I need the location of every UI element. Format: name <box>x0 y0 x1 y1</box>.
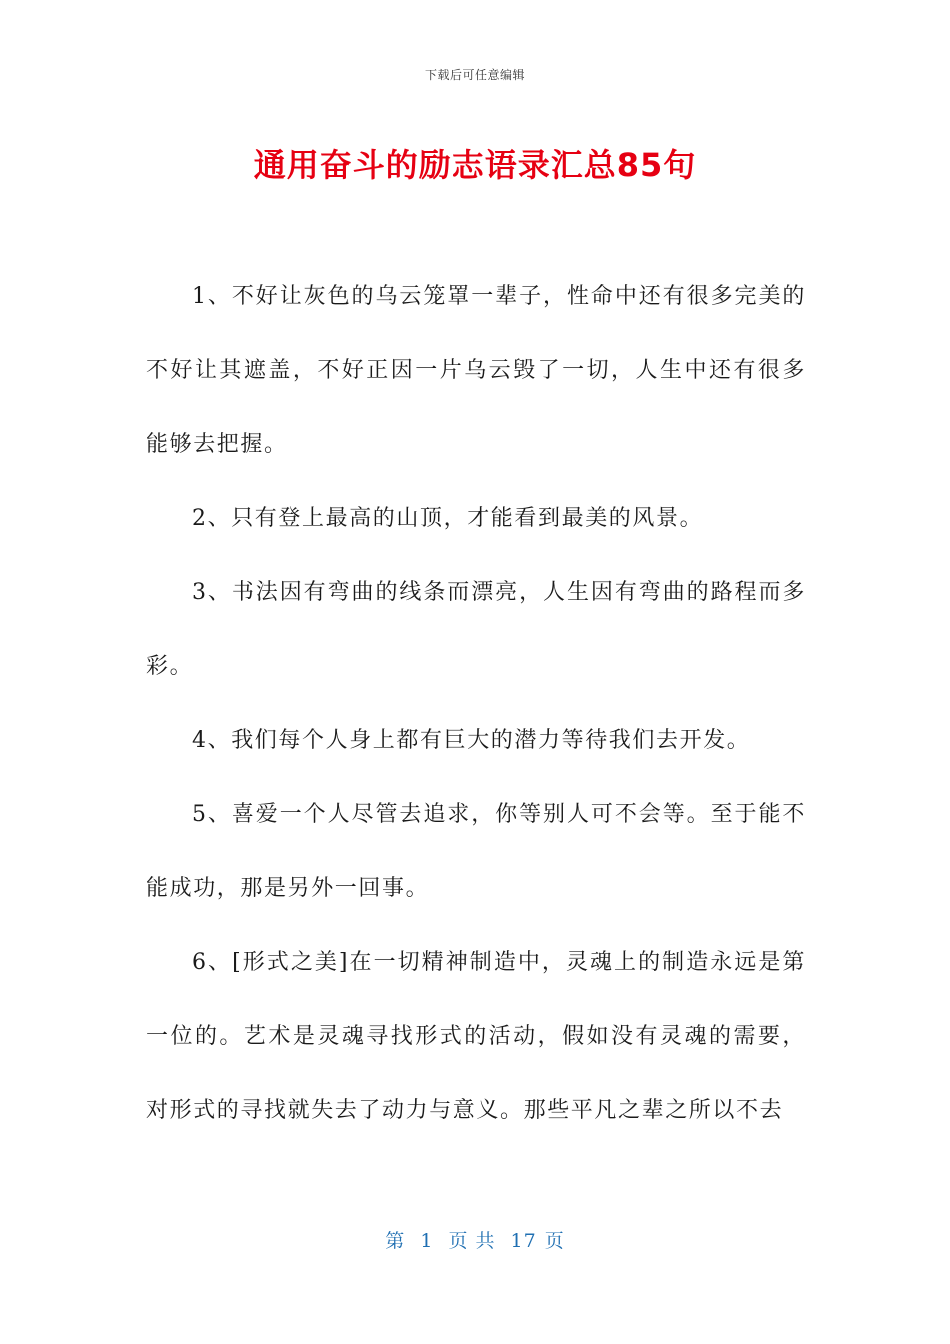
paragraph-3: 3、书法因有弯曲的线条而漂亮，人生因有弯曲的路程而多彩。 <box>146 580 806 679</box>
paragraph-2: 2、只有登上最高的山顶，才能看到最美的风景。 <box>192 506 704 531</box>
footer-total-pages: 17 <box>510 1230 537 1252</box>
paragraph-5: 5、喜爱一个人尽管去追求，你等别人可不会等。至于能不能成功，那是另外一回事。 <box>146 802 806 901</box>
footer-suffix: 页 <box>544 1230 565 1252</box>
footer-page-number: 1 <box>420 1230 434 1252</box>
page-footer <box>0 1226 950 1253</box>
document-title: 通用奋斗的励志语录汇总85句 <box>253 146 697 184</box>
header-note: 下载后可任意编辑 <box>424 68 525 82</box>
footer-prefix: 第 <box>385 1230 406 1252</box>
paragraph-4: 4、我们每个人身上都有巨大的潜力等待我们去开发。 <box>192 728 751 753</box>
footer-middle: 页 共 <box>448 1230 496 1252</box>
document-body <box>146 260 806 1148</box>
paragraph-6: 6、[形式之美]在一切精神制造中，灵魂上的制造永远是第一位的。艺术是灵魂寻找形式的活动，假如没有灵魂的需要，对形式的寻找就失去了动力与意义。那些平凡之辈之所以不去 <box>146 950 806 1123</box>
paragraph-1: 1、不好让灰色的乌云笼罩一辈子，性命中还有很多完美的不好让其遮盖，不好正因一片乌云毁了一切，人生中还有很多能够去把握。 <box>146 284 806 457</box>
